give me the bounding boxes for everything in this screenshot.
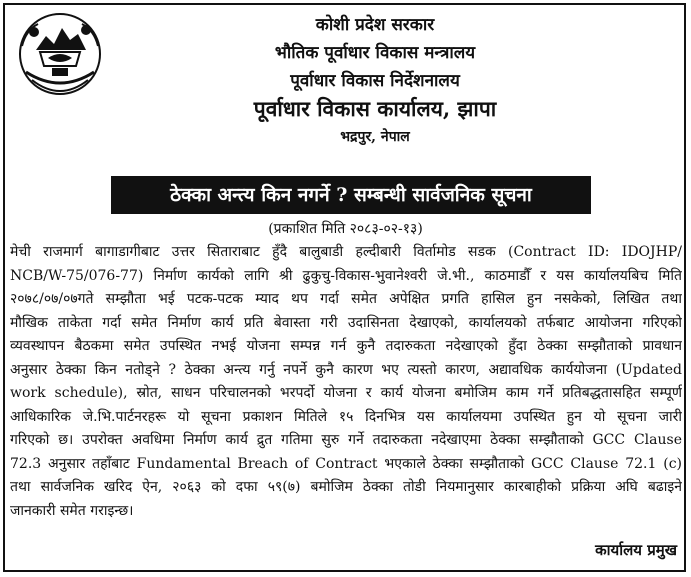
directorate-name: पूर्वाधार विकास निर्देशनालय [290, 71, 460, 91]
body-line: NCB/W-75/076-77) निर्माण कार्यको लागि श्री ढुकुचु-विकास-भुवानेश्वरी जे.भी., काठमाडौँ र यस कार्यालयबिच मिति [10, 267, 682, 284]
office-chief-signoff: कार्यालय प्रमुख [595, 541, 677, 559]
body-line: मौखिक ताकेता गर्दा समेत निर्माण कार्य प्रति बेवास्ता गरी उदासिनता देखाएको, कार्यालयको तर्फबाट आयोजना गरिएको [10, 314, 682, 331]
body-line: २०७८/०७/०७गते सम्झौता भई पटक-पटक म्याद थप गर्दा समेत अपेक्षित प्रगति हासिल हुन नसकेको, लिखित तथा [10, 291, 682, 307]
body-line: व्यवस्थापन बैठकमा समेत उपस्थित नभई योजना सम्पन्न गर्न कुनै तदारुकता नदेखाएको हुँदा ठेक्का सम्झौताको प्रावधान [10, 338, 682, 354]
body-line: गरिएको छ। उपरोक्त अवधिमा निर्माण कार्य द्रुत गतिमा सुरु गर्ने तदारुकता नदेखाएमा ठेक्का सम्झौताको GCC Clause [10, 432, 682, 448]
office-name: पूर्वाधार विकास कार्यालय, झापा [253, 96, 497, 121]
published-date: (प्रकाशित मिति २०८३-०२-१३) [268, 221, 423, 237]
nepal-emblem-icon [12, 10, 108, 102]
body-line: मेची राजमार्ग बागाडागीबाट उत्तर सिताराबाट हुँदै बालुबाडी हल्दीबारी विर्तामोड सडक (Contract ID: IDOJHP/ [10, 244, 682, 260]
body-line: आधिकारिक जे.भि.पार्टनरहरू यो सूचना प्रकाशन मितिले १५ दिनभित्र यस कार्यालयमा उपस्थित हुन यो सूचना जारी [10, 408, 682, 425]
office-address: भद्रपुर, नेपाल [340, 129, 410, 145]
body-line: जानकारी समेत गराइन्छ। [10, 502, 134, 519]
body-line: work schedule), स्रोत, साधन परिचालनको भरपर्दो योजना र कार्य योजना बमोजिम काम गर्ने प्रतिबद्धतासहित सम्पूर्ण [10, 385, 682, 401]
notice-title: ठेक्का अन्त्य किन नगर्ने ? सम्बन्धी सार्वजनिक सूचना [111, 176, 591, 214]
ministry-name: भौतिक पूर्वाधार विकास मन्त्रालय [274, 43, 476, 63]
body-line: अनुसार ठेक्का किन नतोड्ने ? ठेक्का अन्त्य गर्नु नपर्ने कुनै कारण भए त्यस्तो कारण, अद्यावधिक कार्ययोजना (Updated [10, 361, 682, 378]
body-line: तथा सार्वजनिक खरिद ऐन, २०६३ को दफा ५९(७) बमोजिम ठेक्का तोडी नियमानुसार कारबाहीको प्रक्रिया अघि बढाइने [10, 479, 682, 495]
government-name: कोशी प्रदेश सरकार [315, 15, 435, 35]
notice-body [10, 241, 682, 523]
body-line: 72.3 अनुसार तहाँबाट Fundamental Breach of Contract भएकाले ठेक्का सम्झौताको GCC Clause 72.1 (c) [10, 455, 682, 472]
